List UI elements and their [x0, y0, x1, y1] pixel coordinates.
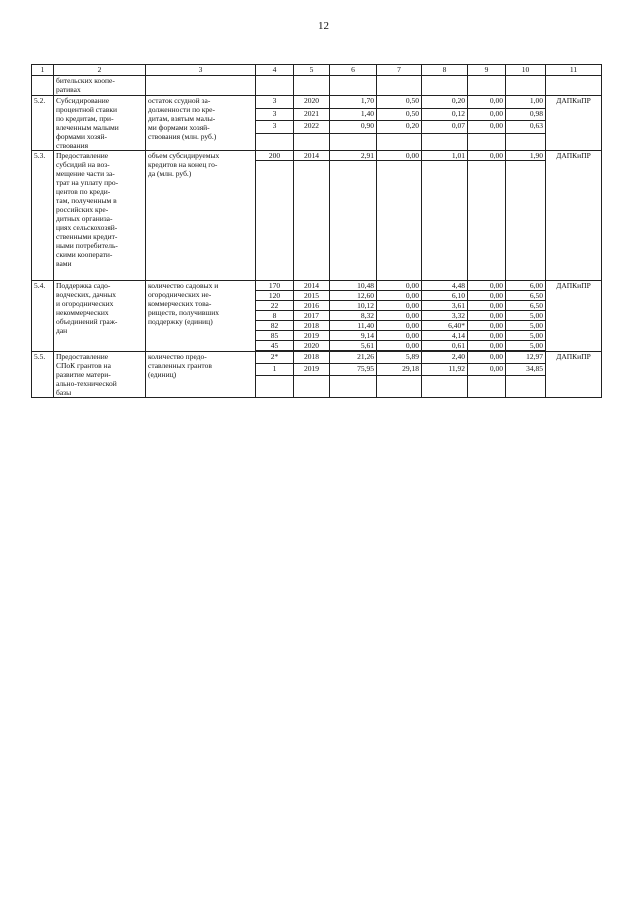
value-cell: 0,00 [468, 341, 506, 351]
header-row [32, 65, 602, 76]
value-cell: 22 [256, 301, 294, 311]
measure-indicator: количество предо- ставленных грантов (единиц) [146, 352, 256, 398]
value-cell: 45 [256, 341, 294, 351]
value-cell: 2020 [294, 96, 330, 109]
value-cell: 0,20 [377, 121, 422, 134]
value-cell: 0,20 [422, 96, 468, 109]
value-cell: 0,00 [468, 121, 506, 134]
measure-number: 5.5. [32, 352, 54, 398]
value-cell: 5,61 [330, 341, 377, 351]
value-cell: 0,00 [377, 341, 422, 351]
value-cell: 5,89 [377, 352, 422, 364]
measure-number: 5.3. [32, 151, 54, 281]
value-cell: 2021 [294, 108, 330, 121]
page-number: 12 [318, 20, 329, 32]
value-cell: 3 [256, 108, 294, 121]
value-cell: 0,63 [506, 121, 546, 134]
measure-number: 5.4. [32, 281, 54, 352]
executor-cell: ДАПКиПР [546, 352, 602, 398]
executor-cell: ДАПКиПР [546, 151, 602, 281]
value-cell: 0,98 [506, 108, 546, 121]
header-cell: 1 [32, 65, 54, 76]
value-cell: 0,00 [468, 301, 506, 311]
value-cell: 1,01 [422, 151, 468, 161]
header-cell: 8 [422, 65, 468, 76]
value-cell: 2014 [294, 151, 330, 161]
value-cell: 85 [256, 331, 294, 341]
value-cell: 0,61 [422, 341, 468, 351]
value-cell: 6,50 [506, 291, 546, 301]
value-cell: 1,40 [330, 108, 377, 121]
value-cell: 10,12 [330, 301, 377, 311]
value-cell: 2014 [294, 281, 330, 291]
value-cell: 1,70 [330, 96, 377, 109]
value-cell: 29,18 [377, 364, 422, 376]
executor-cell: ДАПКиПР [546, 281, 602, 352]
header-cell: 6 [330, 65, 377, 76]
value-cell: 0,12 [422, 108, 468, 121]
value-cell: 0,00 [377, 331, 422, 341]
value-cell: 4,14 [422, 331, 468, 341]
value-cell: 12,60 [330, 291, 377, 301]
value-cell: 0,00 [377, 321, 422, 331]
value-cell: 0,50 [377, 108, 422, 121]
header-cell: 5 [294, 65, 330, 76]
value-cell: 1,00 [506, 96, 546, 109]
value-cell: 10,48 [330, 281, 377, 291]
value-cell: 0,00 [468, 96, 506, 109]
value-cell: 2018 [294, 352, 330, 364]
table-row [32, 151, 602, 161]
program-measures-table [31, 64, 602, 398]
value-cell: 0,00 [468, 364, 506, 376]
table-row [32, 96, 602, 109]
value-cell: 0,00 [468, 321, 506, 331]
table-row [32, 281, 602, 291]
value-cell: 6,40* [422, 321, 468, 331]
value-cell: 170 [256, 281, 294, 291]
value-cell: 2,40 [422, 352, 468, 364]
value-cell: 75,95 [330, 364, 377, 376]
value-cell: 0,00 [377, 281, 422, 291]
value-cell: 82 [256, 321, 294, 331]
continuation-text: бительских коопе- ративах [54, 76, 146, 96]
value-cell: 2022 [294, 121, 330, 134]
value-cell: 8,32 [330, 311, 377, 321]
value-cell: 6,00 [506, 281, 546, 291]
value-cell: 3,32 [422, 311, 468, 321]
value-cell: 2015 [294, 291, 330, 301]
measure-name: Предоставление субсидий на воз- мещение части за- трат на уплату про- центов по креди- там, полученным в российских кре- дитных организа- циях сельскохозяй- ственными кредит- ными потребитель- скими кооперати- вами [54, 151, 146, 281]
value-cell: 3,61 [422, 301, 468, 311]
value-cell: 5,00 [506, 321, 546, 331]
value-cell: 12,97 [506, 352, 546, 364]
value-cell: 0,00 [377, 301, 422, 311]
value-cell: 2020 [294, 341, 330, 351]
continuation-row [32, 76, 602, 96]
value-cell: 8 [256, 311, 294, 321]
value-cell: 1,90 [506, 151, 546, 161]
value-cell: 21,26 [330, 352, 377, 364]
value-cell: 2016 [294, 301, 330, 311]
value-cell: 5,00 [506, 311, 546, 321]
value-cell: 4,48 [422, 281, 468, 291]
executor-cell: ДАПКиПР [546, 96, 602, 151]
value-cell: 0,00 [468, 352, 506, 364]
measure-name: Предоставление СПоК грантов на развитие матери- ально-технической базы [54, 352, 146, 398]
value-cell: 2019 [294, 331, 330, 341]
measure-indicator: остаток ссудной за- долженности по кре- дитам, взятым малы- ми формами хозяй- ствования (млн. руб.) [146, 96, 256, 151]
value-cell: 0,07 [422, 121, 468, 134]
value-cell: 0,00 [377, 291, 422, 301]
value-cell: 3 [256, 121, 294, 134]
value-cell: 0,00 [468, 331, 506, 341]
header-cell: 9 [468, 65, 506, 76]
value-cell: 120 [256, 291, 294, 301]
value-cell: 5,00 [506, 331, 546, 341]
value-cell: 11,40 [330, 321, 377, 331]
value-cell: 6,50 [506, 301, 546, 311]
value-cell: 5,00 [506, 341, 546, 351]
value-cell: 0,50 [377, 96, 422, 109]
value-cell: 2019 [294, 364, 330, 376]
value-cell: 0,90 [330, 121, 377, 134]
header-cell: 11 [546, 65, 602, 76]
value-cell: 34,85 [506, 364, 546, 376]
value-cell: 2,91 [330, 151, 377, 161]
measure-name: Субсидирование процентной ставки по кредитам, при- влеченным малыми формами хозяй- ствования [54, 96, 146, 151]
value-cell: 0,00 [468, 151, 506, 161]
header-cell: 3 [146, 65, 256, 76]
table-row [32, 352, 602, 364]
value-cell: 200 [256, 151, 294, 161]
value-cell: 0,00 [377, 311, 422, 321]
header-cell: 4 [256, 65, 294, 76]
value-cell: 0,00 [468, 311, 506, 321]
value-cell: 2018 [294, 321, 330, 331]
value-cell: 3 [256, 96, 294, 109]
value-cell: 0,00 [377, 151, 422, 161]
header-cell: 7 [377, 65, 422, 76]
value-cell: 0,00 [468, 281, 506, 291]
measure-indicator: объем субсидируемых кредитов на конец го- да (млн. руб.) [146, 151, 256, 281]
value-cell: 2* [256, 352, 294, 364]
value-cell: 0,00 [468, 291, 506, 301]
value-cell: 1 [256, 364, 294, 376]
value-cell: 9,14 [330, 331, 377, 341]
value-cell: 11,92 [422, 364, 468, 376]
value-cell: 0,00 [468, 108, 506, 121]
header-cell: 2 [54, 65, 146, 76]
measure-name: Поддержка садо- водческих, дачных и огороднических некоммерческих объединений граж- дан [54, 281, 146, 352]
header-cell: 10 [506, 65, 546, 76]
measure-number: 5.2. [32, 96, 54, 151]
value-cell: 2017 [294, 311, 330, 321]
measure-indicator: количество садовых и огороднических не- коммерческих това- риществ, получивших поддержку (единиц) [146, 281, 256, 352]
value-cell: 6,10 [422, 291, 468, 301]
